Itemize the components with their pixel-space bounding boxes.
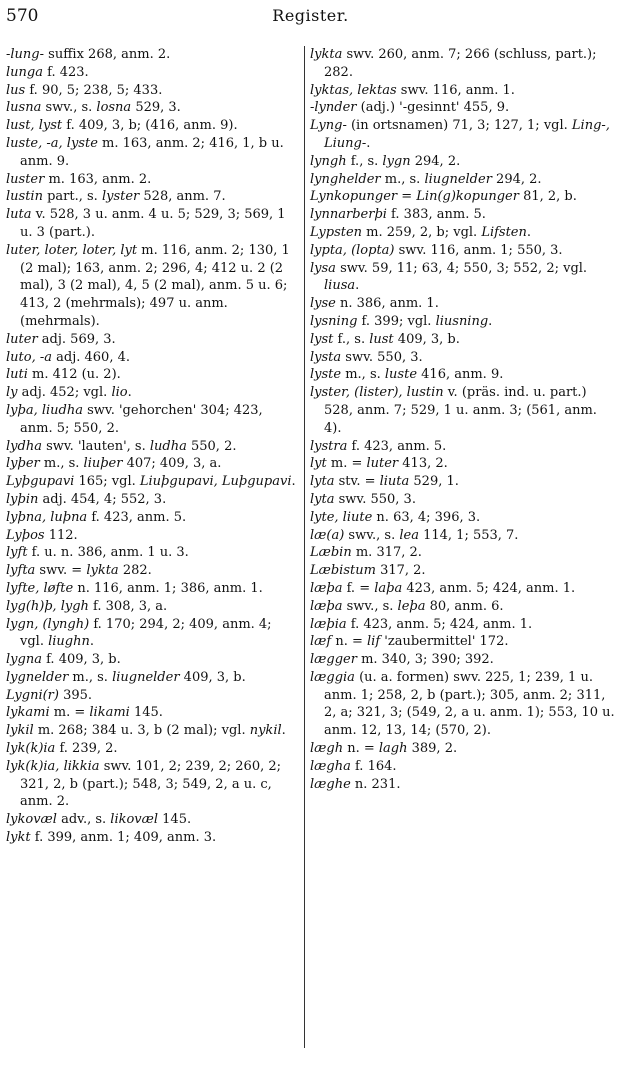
register-entry: lyg(h)þ, lygh f. 308, 3, a.	[6, 598, 168, 614]
register-entry: Læbistum 317, 2.	[310, 563, 426, 579]
register-entry: lyte, liute n. 63, 4; 396, 3.	[310, 509, 481, 525]
register-entry: lyþa, liudha swv. 'gehorchen' 304; 423, anm. 5; 550, 2.	[6, 402, 263, 436]
register-entry: lusna swv., s. losna 529, 3.	[6, 100, 181, 116]
register-entry: lystra f. 423, anm. 5.	[310, 438, 447, 454]
register-entry: luter, loter, loter, lyt m. 116, anm. 2; 130, 1 (2 mal); 163, anm. 2; 296, 4; 412 u. 2 (2 mal), 3 (2 mal), 4, 5 (2 mal), anm. 5 u. 6; 413, 2 (mehrmals); 497 u. anm. (mehrmals).	[6, 242, 290, 329]
register-entry: lygnelder m., s. liugnelder 409, 3, b.	[6, 669, 246, 685]
register-entry: lus f. 90, 5; 238, 5; 433.	[6, 82, 163, 98]
register-entry: lysning f. 399; vgl. liusning.	[310, 313, 493, 329]
register-entry: lykta swv. 260, anm. 7; 266 (schluss, part.); 282.	[310, 47, 597, 80]
register-entry: lustin part., s. lyster 528, anm. 7.	[6, 189, 226, 205]
register-entry: lydha swv. 'lauten', s. ludha 550, 2.	[6, 438, 237, 454]
column-divider	[304, 46, 305, 1048]
register-entry: læggia (u. a. formen) swv. 225, 1; 239, 1 u. anm. 1; 258, 2, b (part.); 305, anm. 2; 311, 2, a; 321, 3; (549, 2, a u. anm. 1); 553, 10 u. anm. 12, 13, 14; (570, 2).	[310, 669, 615, 739]
register-entry: luter adj. 569, 3.	[6, 331, 116, 347]
register-entry: lyþin adj. 454, 4; 552, 3.	[6, 491, 167, 507]
register-entry: lyfta swv. = lykta 282.	[6, 563, 152, 579]
register-entry: lust, lyst f. 409, 3, b; (416, anm. 9).	[6, 118, 238, 134]
register-entry: læghe n. 231.	[310, 776, 401, 792]
register-entry: lunga f. 423.	[6, 64, 89, 80]
register-entry: læþa swv., s. leþa 80, anm. 6.	[310, 598, 504, 614]
register-entry: lysa swv. 59, 11; 63, 4; 550, 3; 552, 2; vgl. liusa.	[310, 260, 588, 294]
register-entry: luste, -a, lyste m. 163, anm. 2; 416, 1, b u. anm. 9.	[6, 135, 284, 169]
register-entry: lægha f. 164.	[310, 758, 397, 774]
register-entry: Lyng- (in ortsnamen) 71, 3; 127, 1; vgl. Ling-, Liung-.	[310, 118, 610, 151]
register-entry: -lung- suffix 268, anm. 2.	[6, 47, 171, 62]
register-entry: lyta swv. 550, 3.	[310, 491, 416, 507]
register-entry: lynnarberþi f. 383, anm. 5.	[310, 207, 486, 223]
register-entry: læf n. = lif 'zaubermittel' 172.	[310, 634, 509, 650]
register-entry: lægger m. 340, 3; 390; 392.	[310, 652, 494, 668]
register-entry: lyþna, luþna f. 423, anm. 5.	[6, 509, 187, 525]
register-entry: lyft f. u. n. 386, anm. 1 u. 3.	[6, 545, 189, 561]
register-entry: lyfte, løfte n. 116, anm. 1; 386, anm. 1.	[6, 580, 263, 596]
page-number: 570	[6, 6, 39, 26]
register-entry: luster m. 163, anm. 2.	[6, 171, 152, 187]
register-entry: læ(a) swv., s. lea 114, 1; 553, 7.	[310, 527, 519, 543]
register-entry: lypta, (lopta) swv. 116, anm. 1; 550, 3.	[310, 242, 563, 258]
register-entry: luti m. 412 (u. 2).	[6, 367, 121, 383]
register-entry: luta v. 528, 3 u. anm. 4 u. 5; 529, 3; 569, 1 u. 3 (part.).	[6, 207, 286, 240]
register-entry: lyst f., s. lust 409, 3, b.	[310, 331, 460, 347]
register-entry: -lynder (adj.) '-gesinnt' 455, 9.	[310, 100, 510, 116]
register-entry: ly adj. 452; vgl. lio.	[6, 385, 132, 401]
register-entry: lægh n. = lagh 389, 2.	[310, 741, 458, 757]
register-entry: lyste m., s. luste 416, anm. 9.	[310, 367, 504, 383]
register-entry: lyktas, lektas swv. 116, anm. 1.	[310, 82, 515, 98]
register-entry: lygn, (lyngh) f. 170; 294, 2; 409, anm. 4; vgl. liughn.	[6, 616, 272, 650]
register-entry: læþa f. = laþa 423, anm. 5; 424, anm. 1.	[310, 580, 576, 596]
register-entry: Lyþos 112.	[6, 527, 78, 543]
register-entry: lykovæl adv., s. likovæl 145.	[6, 812, 192, 828]
register-entry: lyk(k)ia, likkia swv. 101, 2; 239, 2; 260, 2; 321, 2, b (part.); 548, 3; 549, 2, a u. c, anm. 2.	[6, 758, 282, 810]
register-entry: Læbin m. 317, 2.	[310, 545, 422, 561]
register-entry: lyster, (lister), lustin v. (präs. ind. u. part.) 528, anm. 7; 529, 1 u. anm. 3; (561, anm. 4).	[310, 385, 597, 436]
register-entry: lynghelder m., s. liugnelder 294, 2.	[310, 171, 542, 187]
register-entry: lykt f. 399, anm. 1; 409, anm. 3.	[6, 830, 217, 846]
register-entry: Lypsten m. 259, 2, b; vgl. Lifsten.	[310, 224, 532, 240]
register-entry: læþia f. 423, anm. 5; 424, anm. 1.	[310, 616, 533, 632]
page-header	[6, 6, 615, 32]
register-entry: lyt m. = luter 413, 2.	[310, 456, 448, 472]
running-title: Register.	[272, 6, 349, 25]
register-entry: lysta swv. 550, 3.	[310, 349, 423, 365]
register-entry: lykil m. 268; 384 u. 3, b (2 mal); vgl. nykil.	[6, 723, 286, 739]
register-entry: lyta stv. = liuta 529, 1.	[310, 474, 459, 490]
register-entry: Lyþgupavi 165; vgl. Liuþgupavi, Luþgupavi.	[6, 474, 296, 490]
register-entry: lygna f. 409, 3, b.	[6, 652, 121, 668]
register-entry: Lynkopunger = Lin(g)kopunger 81, 2, b.	[310, 189, 577, 205]
register-entry: lyngh f., s. lygn 294, 2.	[310, 153, 461, 169]
register-entry: lyþer m., s. liuþer 407; 409, 3, a.	[6, 456, 222, 472]
left-column	[6, 46, 296, 847]
register-columns	[6, 46, 615, 1062]
register-entry: lyk(k)ia f. 239, 2.	[6, 741, 118, 757]
register-entry: Lygni(r) 395.	[6, 687, 93, 703]
register-entry: lykami m. = likami 145.	[6, 705, 163, 721]
register-entry: luto, -a adj. 460, 4.	[6, 349, 130, 365]
right-column	[310, 46, 615, 793]
register-entry: lyse n. 386, anm. 1.	[310, 296, 439, 312]
